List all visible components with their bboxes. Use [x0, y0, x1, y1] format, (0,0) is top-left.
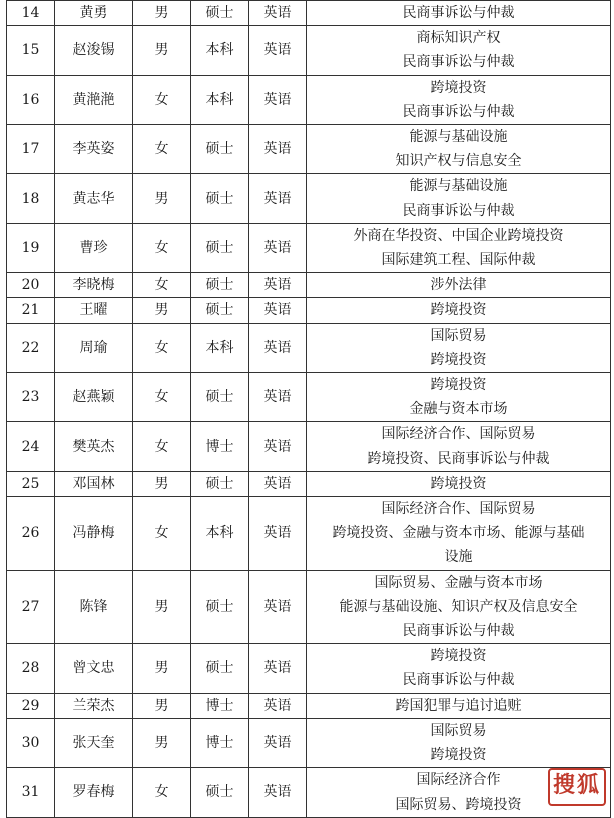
- table-row: [7, 223, 611, 272]
- table-row: [7, 644, 611, 693]
- specialty-cell: [307, 373, 611, 422]
- gender-cell: 女: [133, 273, 191, 298]
- specialty-line: 国际经济合作、国际贸易: [381, 426, 536, 443]
- degree-cell: 硕士: [191, 174, 249, 223]
- degree-cell: 本科: [191, 323, 249, 372]
- language-cell: 英语: [249, 693, 307, 718]
- specialty-line: 跨境投资: [430, 79, 487, 96]
- row-number-cell: 20: [7, 273, 55, 298]
- table-row: [7, 323, 611, 372]
- lawyer-name-cell: 兰荣杰: [55, 693, 133, 718]
- gender-cell: 男: [133, 1, 191, 26]
- gender-cell: 女: [133, 125, 191, 174]
- table-row: [7, 471, 611, 496]
- specialty-line: 跨境投资: [430, 351, 487, 368]
- degree-cell: 硕士: [191, 298, 249, 323]
- specialty-cell: [307, 422, 611, 471]
- lawyer-table-body: [7, 1, 611, 818]
- specialty-line: 能源与基础设施: [409, 178, 508, 195]
- specialty-cell: [307, 471, 611, 496]
- specialty-cell: [307, 26, 611, 75]
- gender-cell: 男: [133, 174, 191, 223]
- language-cell: 英语: [249, 298, 307, 323]
- specialty-line: 国际贸易: [430, 722, 487, 739]
- specialty-line: 涉外法律: [430, 277, 487, 294]
- table-row: [7, 1, 611, 26]
- lawyer-name-cell: 樊英杰: [55, 422, 133, 471]
- specialty-line: 跨境投资、民商事诉讼与仲裁: [367, 450, 550, 467]
- lawyer-name-cell: 陈锋: [55, 570, 133, 644]
- language-cell: 英语: [249, 373, 307, 422]
- gender-cell: 男: [133, 471, 191, 496]
- row-number-cell: 28: [7, 644, 55, 693]
- row-number-cell: 30: [7, 718, 55, 767]
- specialty-cell: [307, 1, 611, 26]
- row-number-cell: 31: [7, 768, 55, 817]
- table-row: [7, 718, 611, 767]
- specialty-line: 民商事诉讼与仲裁: [402, 103, 515, 120]
- row-number-cell: 29: [7, 693, 55, 718]
- degree-cell: 硕士: [191, 644, 249, 693]
- table-row: [7, 298, 611, 323]
- lawyer-table: [6, 0, 611, 818]
- specialty-cell: [307, 125, 611, 174]
- gender-cell: 男: [133, 298, 191, 323]
- specialty-line: 国际贸易: [430, 327, 487, 344]
- row-number-cell: 16: [7, 75, 55, 124]
- specialty-line: 外商在华投资、中国企业跨境投资: [353, 227, 564, 244]
- row-number-cell: 19: [7, 223, 55, 272]
- specialty-cell: [307, 644, 611, 693]
- specialty-line: 金融与资本市场: [409, 401, 508, 418]
- row-number-cell: 26: [7, 497, 55, 571]
- specialty-line: 设施: [444, 549, 473, 566]
- specialty-line: 国际经济合作: [416, 772, 501, 789]
- specialty-cell: [307, 323, 611, 372]
- degree-cell: 博士: [191, 693, 249, 718]
- language-cell: 英语: [249, 273, 307, 298]
- lawyer-name-cell: 赵燕颖: [55, 373, 133, 422]
- specialty-line: 国际经济合作、国际贸易: [381, 501, 536, 518]
- language-cell: 英语: [249, 223, 307, 272]
- row-number-cell: 14: [7, 1, 55, 26]
- gender-cell: 男: [133, 26, 191, 75]
- language-cell: 英语: [249, 422, 307, 471]
- language-cell: 英语: [249, 471, 307, 496]
- degree-cell: 本科: [191, 26, 249, 75]
- specialty-line: 国际贸易、金融与资本市场: [374, 574, 543, 591]
- specialty-line: 能源与基础设施、知识产权及信息安全: [339, 598, 578, 615]
- degree-cell: 博士: [191, 718, 249, 767]
- language-cell: 英语: [249, 570, 307, 644]
- specialty-line: 跨境投资: [430, 302, 487, 319]
- language-cell: 英语: [249, 644, 307, 693]
- language-cell: 英语: [249, 323, 307, 372]
- specialty-line: 民商事诉讼与仲裁: [402, 54, 515, 71]
- row-number-cell: 25: [7, 471, 55, 496]
- degree-cell: 硕士: [191, 768, 249, 817]
- row-number-cell: 23: [7, 373, 55, 422]
- lawyer-name-cell: 李晓梅: [55, 273, 133, 298]
- specialty-line: 民商事诉讼与仲裁: [402, 202, 515, 219]
- gender-cell: 男: [133, 693, 191, 718]
- table-row: [7, 273, 611, 298]
- degree-cell: 本科: [191, 497, 249, 571]
- lawyer-name-cell: 邓国林: [55, 471, 133, 496]
- specialty-cell: [307, 273, 611, 298]
- gender-cell: 女: [133, 75, 191, 124]
- specialty-cell: [307, 223, 611, 272]
- table-row: [7, 497, 611, 571]
- gender-cell: 女: [133, 768, 191, 817]
- gender-cell: 男: [133, 570, 191, 644]
- lawyer-name-cell: 冯静梅: [55, 497, 133, 571]
- language-cell: 英语: [249, 174, 307, 223]
- lawyer-name-cell: 黄志华: [55, 174, 133, 223]
- watermark-stamp: 搜狐: [548, 768, 606, 806]
- language-cell: 英语: [249, 75, 307, 124]
- gender-cell: 女: [133, 373, 191, 422]
- row-number-cell: 27: [7, 570, 55, 644]
- table-row: [7, 768, 611, 817]
- lawyer-name-cell: 黄勇: [55, 1, 133, 26]
- degree-cell: 硕士: [191, 273, 249, 298]
- lawyer-name-cell: 曹珍: [55, 223, 133, 272]
- lawyer-name-cell: 曾文忠: [55, 644, 133, 693]
- table-row: [7, 75, 611, 124]
- specialty-line: 跨国犯罪与追讨追赃: [395, 697, 522, 714]
- row-number-cell: 17: [7, 125, 55, 174]
- degree-cell: 硕士: [191, 1, 249, 26]
- table-row: [7, 693, 611, 718]
- specialty-cell: [307, 497, 611, 571]
- specialty-cell: [307, 693, 611, 718]
- lawyer-name-cell: 张天奎: [55, 718, 133, 767]
- table-row: [7, 26, 611, 75]
- specialty-line: 跨境投资: [430, 648, 487, 665]
- lawyer-name-cell: 王曜: [55, 298, 133, 323]
- specialty-line: 国际建筑工程、国际仲裁: [381, 252, 536, 269]
- degree-cell: 博士: [191, 422, 249, 471]
- specialty-line: 民商事诉讼与仲裁: [402, 623, 515, 640]
- specialty-line: 民商事诉讼与仲裁: [402, 5, 515, 21]
- table-row: [7, 570, 611, 644]
- specialty-line: 商标知识产权: [416, 30, 501, 47]
- lawyer-name-cell: 罗春梅: [55, 768, 133, 817]
- specialty-line: 民商事诉讼与仲裁: [402, 672, 515, 689]
- degree-cell: 硕士: [191, 373, 249, 422]
- language-cell: 英语: [249, 125, 307, 174]
- language-cell: 英语: [249, 718, 307, 767]
- gender-cell: 女: [133, 497, 191, 571]
- degree-cell: 硕士: [191, 223, 249, 272]
- specialty-line: 国际贸易、跨境投资: [395, 796, 522, 813]
- specialty-cell: [307, 75, 611, 124]
- language-cell: 英语: [249, 497, 307, 571]
- degree-cell: 本科: [191, 75, 249, 124]
- specialty-line: 跨境投资: [430, 475, 487, 492]
- row-number-cell: 21: [7, 298, 55, 323]
- language-cell: 英语: [249, 26, 307, 75]
- language-cell: 英语: [249, 768, 307, 817]
- language-cell: 英语: [249, 1, 307, 26]
- specialty-cell: [307, 174, 611, 223]
- specialty-cell: [307, 718, 611, 767]
- row-number-cell: 15: [7, 26, 55, 75]
- row-number-cell: 24: [7, 422, 55, 471]
- specialty-cell: [307, 570, 611, 644]
- table-row: [7, 422, 611, 471]
- lawyer-name-cell: 李英姿: [55, 125, 133, 174]
- lawyer-name-cell: 黄滟滟: [55, 75, 133, 124]
- degree-cell: 硕士: [191, 570, 249, 644]
- gender-cell: 女: [133, 323, 191, 372]
- gender-cell: 男: [133, 644, 191, 693]
- gender-cell: 男: [133, 718, 191, 767]
- specialty-line: 跨境投资: [430, 377, 487, 394]
- row-number-cell: 18: [7, 174, 55, 223]
- degree-cell: 硕士: [191, 471, 249, 496]
- specialty-line: 知识产权与信息安全: [395, 153, 522, 170]
- table-row: [7, 373, 611, 422]
- specialty-line: 跨境投资: [430, 747, 487, 764]
- specialty-cell: [307, 298, 611, 323]
- specialty-line: 跨境投资、金融与资本市场、能源与基础: [332, 525, 585, 542]
- gender-cell: 女: [133, 223, 191, 272]
- degree-cell: 硕士: [191, 125, 249, 174]
- specialty-line: 能源与基础设施: [409, 129, 508, 146]
- gender-cell: 女: [133, 422, 191, 471]
- lawyer-name-cell: 赵浚锡: [55, 26, 133, 75]
- table-row: [7, 174, 611, 223]
- table-row: [7, 125, 611, 174]
- row-number-cell: 22: [7, 323, 55, 372]
- lawyer-name-cell: 周瑜: [55, 323, 133, 372]
